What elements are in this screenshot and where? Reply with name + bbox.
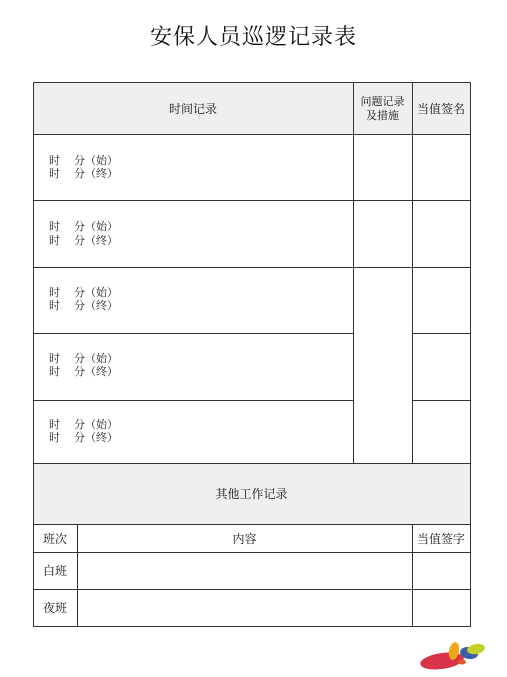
time-start: 时 分（始） bbox=[49, 154, 118, 167]
header-issues-line1: 问题记录 bbox=[360, 94, 405, 108]
table-rule bbox=[33, 200, 471, 201]
table-rule bbox=[33, 463, 471, 464]
table-border-top bbox=[33, 82, 471, 83]
table-rule bbox=[33, 333, 353, 334]
table-border-right bbox=[470, 82, 471, 627]
time-end: 时 分（终） bbox=[49, 167, 118, 180]
table-rule bbox=[33, 552, 471, 553]
time-row bbox=[33, 333, 353, 400]
table-border-bottom bbox=[33, 626, 471, 627]
col-sign: 当值签字 bbox=[416, 531, 465, 546]
header-issues-line2: 及措施 bbox=[366, 108, 399, 122]
time-start: 时 分（始） bbox=[49, 220, 118, 233]
col-content: 内容 bbox=[232, 531, 257, 546]
time-end: 时 分（终） bbox=[49, 234, 118, 247]
header-issues bbox=[353, 82, 412, 135]
time-end: 时 分（终） bbox=[49, 431, 118, 444]
time-row bbox=[33, 400, 353, 463]
shift-day: 白班 bbox=[42, 564, 67, 578]
shift-night: 夜班 bbox=[42, 601, 67, 615]
table-rule bbox=[33, 400, 353, 401]
table-rule bbox=[33, 134, 471, 135]
time-start: 时 分（始） bbox=[49, 352, 118, 365]
time-row bbox=[33, 135, 353, 200]
time-start: 时 分（始） bbox=[49, 418, 118, 431]
table-col-divider bbox=[412, 82, 413, 464]
col-shift: 班次 bbox=[42, 531, 67, 546]
table-rule bbox=[412, 333, 471, 334]
table-rule bbox=[33, 267, 471, 268]
table-rule bbox=[33, 589, 471, 590]
table-col-divider bbox=[412, 524, 413, 627]
header-duty-sign: 当值签名 bbox=[416, 102, 465, 116]
time-end: 时 分（终） bbox=[49, 299, 118, 312]
table-border-left bbox=[33, 82, 34, 627]
time-start: 时 分（始） bbox=[49, 286, 118, 299]
form-title: 安保人员巡逻记录表 bbox=[149, 25, 357, 50]
header-time-record: 时间记录 bbox=[168, 102, 217, 116]
table-rule bbox=[412, 400, 471, 401]
other-work-title: 其他工作记录 bbox=[33, 463, 470, 524]
time-row bbox=[33, 200, 353, 267]
table-col-divider bbox=[353, 82, 354, 464]
brand-logo-icon bbox=[418, 640, 488, 672]
table-col-divider bbox=[77, 524, 78, 627]
table-rule bbox=[33, 524, 471, 525]
time-row bbox=[33, 267, 353, 333]
time-end: 时 分（终） bbox=[49, 365, 118, 378]
